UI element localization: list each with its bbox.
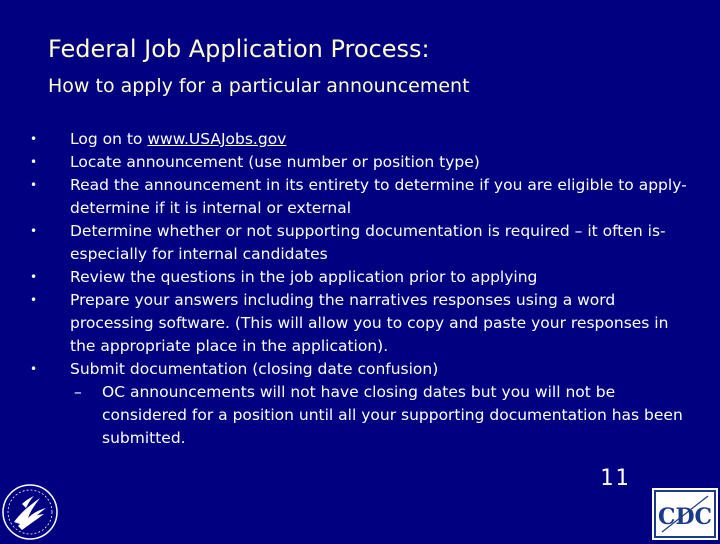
hhs-eagle-icon — [0, 478, 60, 540]
cdc-logo — [652, 488, 718, 540]
bullet-marker: • — [30, 224, 38, 238]
bullet-text: Determine whether or not supporting documentation is required – it often is- especially for internal candidates — [70, 222, 666, 263]
bullet-marker: • — [30, 270, 38, 284]
bullet-list — [24, 128, 694, 450]
bullet-text: Locate announcement (use number or position type) — [70, 153, 480, 171]
bullet-item — [24, 358, 694, 450]
bullet-marker: • — [30, 362, 38, 376]
bullet-marker: • — [30, 132, 38, 146]
page-number: 11 — [600, 466, 631, 491]
bullet-item — [24, 289, 694, 358]
bullet-marker: • — [30, 155, 38, 169]
bullet-item — [24, 151, 694, 174]
bullet-item — [24, 128, 694, 151]
usajobs-link[interactable]: www.USAJobs.gov — [147, 130, 287, 148]
cdc-logo-icon — [652, 488, 718, 540]
bullet-text: Log on to — [70, 130, 148, 148]
sub-bullet-text: OC announcements will not have closing dates but you will not be considered for a position until all your supporting documentation has been submitted. — [102, 383, 683, 447]
slide-title: Federal Job Application Process: — [48, 35, 430, 63]
bullet-marker: • — [30, 293, 38, 307]
bullet-marker: • — [30, 178, 38, 192]
bullet-item — [24, 220, 694, 266]
bullet-item — [24, 174, 694, 220]
bullet-text: Read the announcement in its entirety to determine if you are eligible to apply- determine if it is internal or external — [70, 176, 687, 217]
sub-bullet-item — [70, 381, 694, 450]
bullet-item — [24, 266, 694, 289]
sub-bullet-list — [70, 381, 694, 450]
bullet-text: Prepare your answers including the narratives responses using a word processing software. (This will allow you to copy and paste your responses in the appropriate place in the application). — [70, 291, 669, 355]
sub-bullet-marker: – — [74, 383, 82, 401]
bullet-text: Submit documentation (closing date confusion) — [70, 360, 439, 378]
cdc-logo-text: CDC — [657, 504, 713, 530]
slide-subtitle: How to apply for a particular announcement — [48, 75, 470, 97]
bullet-text: Review the questions in the job application prior to applying — [70, 268, 538, 286]
hhs-eagle-logo — [0, 478, 60, 540]
